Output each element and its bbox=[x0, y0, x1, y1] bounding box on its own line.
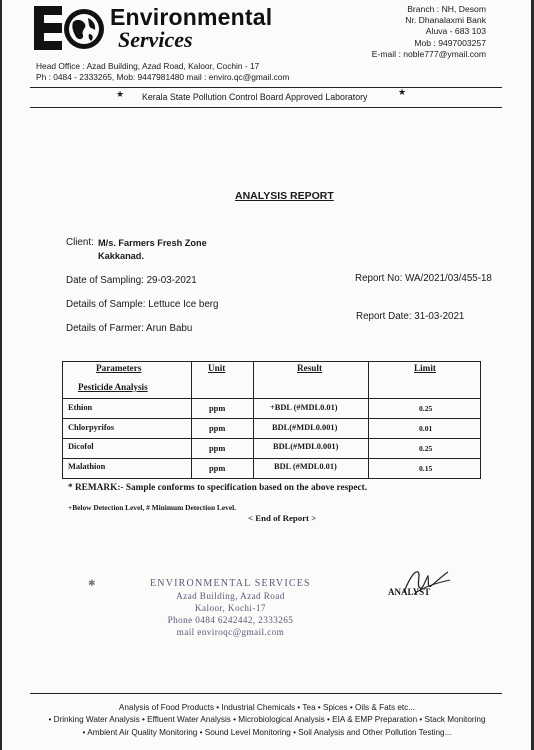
results-table bbox=[62, 361, 481, 479]
report-number: Report No: WA/2021/03/455-18 bbox=[355, 273, 492, 284]
branch-address bbox=[372, 4, 486, 60]
column-header-result: Result bbox=[297, 363, 323, 373]
stamp-line: ENVIRONMENTAL SERVICES bbox=[150, 578, 311, 589]
globe-logo-icon bbox=[63, 8, 105, 50]
client-name-line: M/s. Farmers Fresh Zone bbox=[98, 238, 207, 248]
client-name-line: Kakkanad. bbox=[98, 250, 144, 261]
column-header-unit: Unit bbox=[208, 363, 226, 373]
cell-result: BDL(#MDL0.001) bbox=[273, 442, 339, 451]
cell-limit: 0.25 bbox=[419, 404, 433, 413]
cell-result: +BDL (#MDL0.01) bbox=[270, 403, 338, 412]
cell-parameter: Dicofol bbox=[68, 442, 94, 451]
column-header-parameters: Parameters bbox=[96, 363, 142, 373]
footer-services-line: Analysis of Food Products • Industrial Chemicals • Tea • Spices • Oils & Fats etc... bbox=[118, 703, 416, 712]
branch-line: Mob : 9497003257 bbox=[414, 37, 486, 48]
table-grid bbox=[62, 361, 481, 479]
stamp-line: Kaloor, Kochi-17 bbox=[194, 603, 266, 613]
stamp-line: mail enviroqc@gmail.com bbox=[176, 627, 285, 637]
cell-unit: ppm bbox=[209, 404, 226, 413]
company-stamp bbox=[150, 578, 311, 638]
header-rule-top bbox=[30, 87, 502, 88]
branch-email: E-mail : noble777@ymail.com bbox=[371, 48, 486, 59]
cell-limit: 0.01 bbox=[419, 424, 433, 433]
report-date: Report Date: 31-03-2021 bbox=[356, 311, 465, 322]
client-label: Client: bbox=[66, 237, 94, 248]
detection-legend: +Below Detection Level, # Minimum Detection Level. bbox=[68, 503, 236, 512]
cell-limit: 0.25 bbox=[419, 444, 433, 453]
cell-unit: ppm bbox=[209, 444, 226, 453]
cell-parameter: Chlorpyrifos bbox=[68, 423, 115, 432]
footer-services-line: • Ambient Air Quality Monitoring • Sound Level Monitoring • Soil Analysis and Other Pollution Testing... bbox=[82, 728, 452, 737]
cell-result: BDL (#MDL0.01) bbox=[274, 462, 337, 471]
footer-rule bbox=[30, 693, 502, 694]
date-of-sampling: Date of Sampling: 29-03-2021 bbox=[66, 275, 197, 286]
stamp-line: Azad Building, Azad Road bbox=[176, 591, 285, 601]
cell-parameter: Ethion bbox=[68, 403, 93, 412]
analyst-signatory: ANALYST bbox=[388, 587, 431, 597]
farmer-details: Details of Farmer: Arun Babu bbox=[66, 323, 193, 334]
head-office-contact: Ph : 0484 - 2333265, Mob: 9447981480 mail : enviro.qc@gmail.com bbox=[36, 72, 290, 82]
head-office-address: Head Office : Azad Building, Azad Road, Kaloor, Cochin - 17 bbox=[36, 61, 260, 71]
cell-parameter: Malathion bbox=[68, 462, 106, 471]
cell-unit: ppm bbox=[209, 464, 226, 473]
branch-line: Nr. Dhanalaxmi Bank bbox=[405, 15, 486, 26]
logo-e-icon bbox=[34, 6, 62, 50]
remark-text: * REMARK:- Sample conforms to specification based on the above respect. bbox=[68, 483, 368, 493]
column-header-limit: Limit bbox=[414, 363, 436, 373]
footer-services-line: • Drinking Water Analysis • Effluent Water Analysis • Microbiological Analysis • EIA & EMP Preparation • Stack Monitoring bbox=[48, 715, 486, 724]
accreditation-tagline: Kerala State Pollution Control Board Approved Laboratory bbox=[142, 92, 368, 102]
scan-edge-left bbox=[0, 0, 2, 750]
brand-name-line1: Environmental bbox=[110, 4, 273, 30]
stamp-line: Phone 0484 6242442, 2333265 bbox=[167, 615, 294, 625]
star-icon: ★ bbox=[398, 87, 407, 97]
branch-line: Aluva - 683 103 bbox=[425, 26, 486, 37]
sample-details: Details of Sample: Lettuce Ice berg bbox=[66, 299, 219, 310]
end-of-report: < End of Report > bbox=[248, 513, 317, 523]
cell-result: BDL(#MDL0.001) bbox=[272, 423, 338, 432]
cell-limit: 0.15 bbox=[419, 464, 433, 473]
branch-line: Branch : NH, Desom bbox=[407, 4, 486, 14]
header-rule-bottom bbox=[30, 107, 502, 108]
report-title: ANALYSIS REPORT bbox=[235, 190, 334, 202]
brand-name-line2: Services bbox=[118, 27, 193, 52]
client-name bbox=[98, 237, 207, 262]
section-heading: Pesticide Analysis bbox=[78, 382, 148, 392]
cell-unit: ppm bbox=[209, 424, 226, 433]
stamp-mark-icon: ✱ bbox=[88, 578, 96, 588]
star-icon: ★ bbox=[116, 89, 125, 99]
